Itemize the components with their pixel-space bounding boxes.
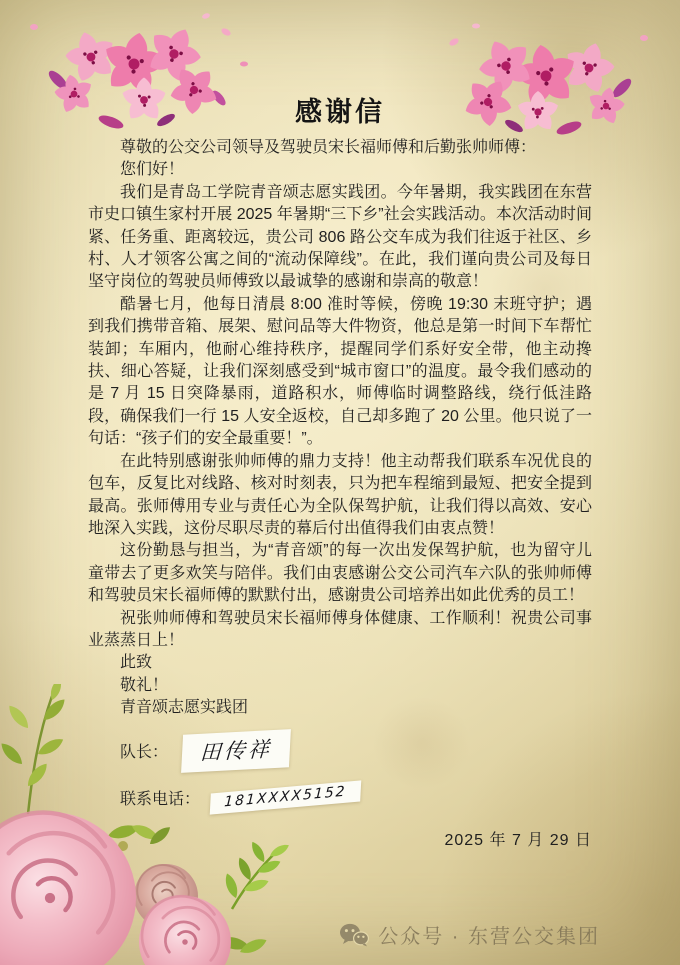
paragraph-4: 这份勤恳与担当，为“青音颂”的每一次出发保驾护航，也为留守儿童带去了更多欢笑与陪伴。我们由衷感谢公交公司汽车六队的张帅师傅和驾驶员宋长福师傅的默默付出，感谢贵公司培养出如此优秀的员工！: [88, 542, 592, 605]
paragraph-2: 酷暑七月，他每日清晨 8:00 准时等候，傍晚 19:30 末班守护；遇到我们携带音箱、展架、慰问品等大件物资，他总是第一时间下车帮忙装卸；车厢内，他耐心维持秩序，提醒同学们系好安全带，他主动搀扶、细心答疑，让我们深刻感受到“城市窗口”的温度。最令我们感动的是 7 月 15 日突降暴雨，道路积水，师傅临时调整路线，绕行低洼路段，确保我们一行 15 人安全返校，自己却多跑了 20 公里。他只说了一句话：“孩子们的安全最重要！”。: [88, 295, 592, 448]
phone-label: 联系电话：: [120, 790, 201, 808]
wechat-icon: [339, 923, 369, 947]
greeting: 您们好！: [120, 161, 185, 179]
paragraph-1: 我们是青岛工学院青音颂志愿实践团。今年暑期，我实践团在东营市史口镇生家村开展 2025 年暑期“三下乡”社会实践活动。本次活动时间紧、任务重、距离较远，贵公司 806 路公交车成为我们往返于社区、乡村、人才领客公寓之间的“流动保障线”。在此，我们谨向贵公司及每日坚守岗位的驾驶员师傅致以最诚挚的感谢和崇高的敬意！: [88, 183, 592, 291]
phone-row: [88, 783, 592, 810]
team-name: 青音颂志愿实践团: [120, 699, 249, 717]
closing-respect: 此致: [120, 654, 153, 672]
letter-title: 感谢信: [295, 97, 385, 127]
letter-date: 2025 年 7 月 29 日: [444, 831, 592, 849]
footer-text: 公众号 · 东营公交集团: [378, 926, 600, 948]
letter-body: [88, 95, 592, 850]
leader-label: 队长：: [120, 744, 169, 762]
leader-row: [88, 732, 592, 770]
paragraph-3: 在此特别感谢张帅师傅的鼎力支持！他主动帮我们联系车况优良的包车，反复比对线路、核对时刻表，只为把车程缩到最短、把安全提到最高。张师傅用专业与责任心为全队保驾护航，让我们得以高效、安心地深入实践，这份尽职尽责的幕后付出值得我们由衷点赞！: [88, 452, 592, 537]
footer-watermark: [339, 920, 600, 949]
paragraph-5: 祝张帅师傅和驾驶员宋长福师傅身体健康、工作顺利！祝贵公司事业蒸蒸日上！: [88, 609, 592, 649]
phone-number: 181XXXX5152: [210, 780, 361, 814]
leader-signature: 田传祥: [181, 729, 291, 773]
salutation: 尊敬的公交公司领导及驾驶员宋长福师傅和后勤张帅师傅：: [120, 139, 537, 156]
closing-salute: 敬礼！: [120, 676, 169, 694]
